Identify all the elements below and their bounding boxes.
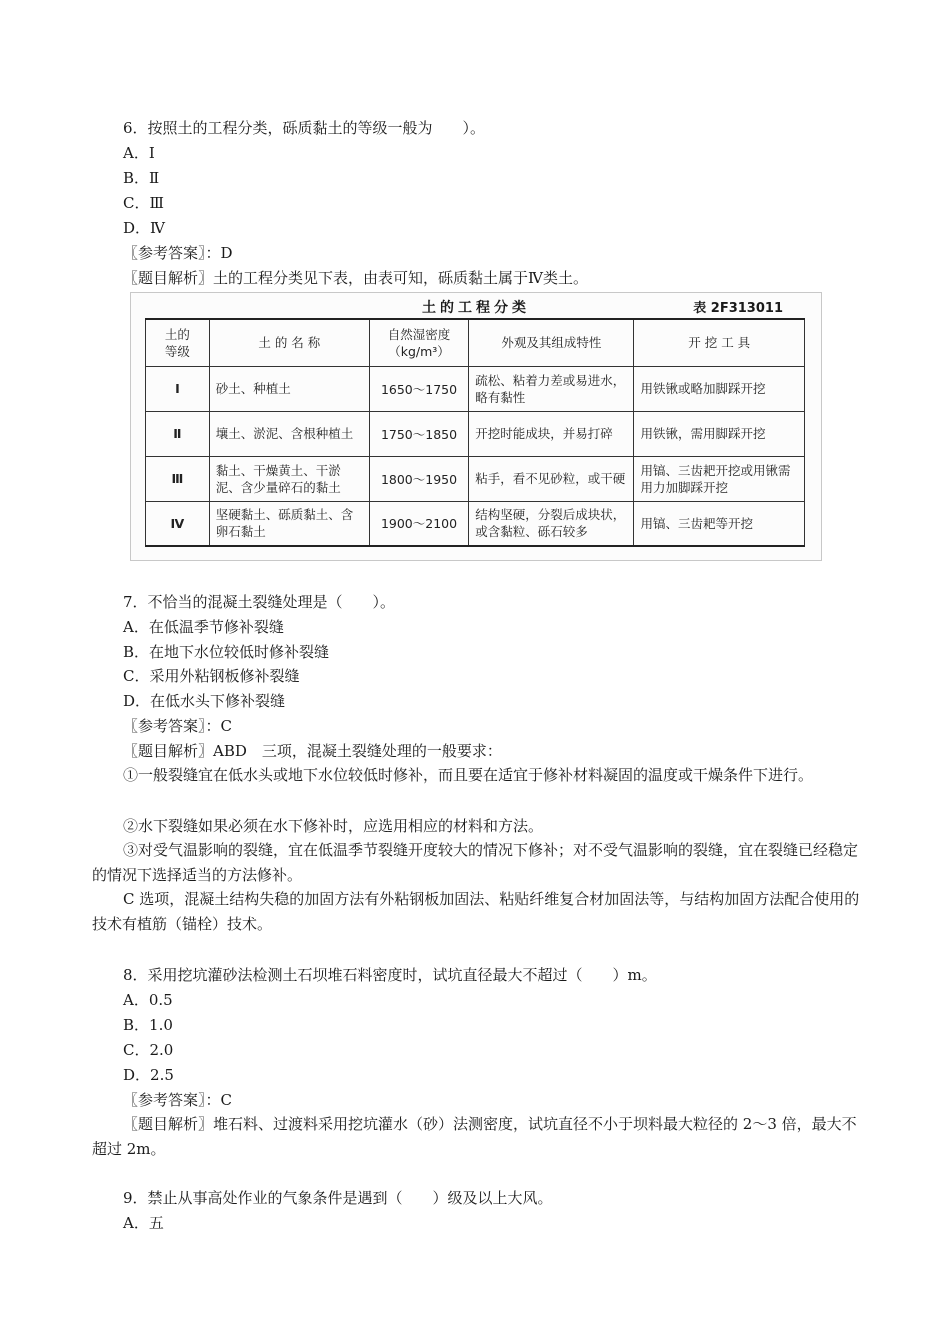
soil-classification-table	[145, 318, 805, 547]
q8-option-c: C．2.0	[123, 1041, 174, 1059]
q6-option-a: A．Ⅰ	[123, 144, 155, 162]
soil-classification-table-figure	[130, 292, 822, 561]
table-row	[146, 456, 805, 501]
q7-option-d: D．在低水头下修补裂缝	[123, 692, 286, 710]
q8-stem: 8．采用挖坑灌砂法检测土石坝堆石料密度时，试坑直径最大不超过（ ）m。	[123, 966, 657, 984]
q9-option-a: A．五	[123, 1214, 164, 1232]
cell-tools: 用铁锹，需用脚踩开挖	[634, 411, 805, 456]
cell-tools: 用镐、三齿耙等开挖	[634, 501, 805, 546]
q7-answer: 〖参考答案〗：C	[123, 717, 232, 735]
q6-stem: 6．按照土的工程分类，砾质黏土的等级一般为 ）。	[123, 119, 486, 137]
cell-features: 疏松、粘着力差或易进水，略有黏性	[469, 366, 634, 411]
q7-point-3: ③对受气温影响的裂缝，宜在低温季节裂缝开度较大的情况下修补；对不受气温影响的裂缝，宜在裂缝已经稳定的情况下选择适当的方法修补。	[92, 841, 859, 884]
cell-density: 1800～1950	[369, 456, 468, 501]
cell-tools: 用镐、三齿耙开挖或用锹需用力加脚踩开挖	[634, 456, 805, 501]
table-header-row	[146, 319, 805, 366]
cell-grade: Ⅳ	[146, 501, 210, 546]
q7-point-4: C 选项，混凝土结构失稳的加固方法有外粘钢板加固法、粘贴纤维复合材加固法等，与结构加固方法配合使用的技术有植筋（锚栓）技术。	[92, 890, 860, 933]
q7-stem: 7．不恰当的混凝土裂缝处理是（ ）。	[123, 593, 396, 611]
cell-features: 结构坚硬，分裂后成块状，或含黏粒、砾石较多	[469, 501, 634, 546]
q6-analysis: 〖题目解析〗土的工程分类见下表，由表可知，砾质黏土属于Ⅳ类土。	[123, 269, 588, 287]
table-title: 土的工程分类	[422, 300, 530, 316]
header-features: 外观及其组成特性	[469, 319, 634, 366]
cell-density: 1750～1850	[369, 411, 468, 456]
header-name: 土 的 名 称	[209, 319, 369, 366]
header-density: 自然湿密度 （kg/m³）	[369, 319, 468, 366]
table-code: 表 2F313011	[693, 301, 783, 316]
cell-features: 开挖时能成块，并易打碎	[469, 411, 634, 456]
cell-grade: Ⅰ	[146, 366, 210, 411]
cell-name: 黏土、干燥黄土、干淤泥、含少量碎石的黏土	[209, 456, 369, 501]
q8-option-d: D．2.5	[123, 1066, 174, 1084]
q7-analysis: 〖题目解析〗ABD 三项，混凝土裂缝处理的一般要求：	[123, 742, 502, 760]
q7-point-1: ①一般裂缝宜在低水头或地下水位较低时修补，而且要在适宜于修补材料凝固的温度或干燥条件下进行。	[123, 766, 814, 784]
cell-name: 坚硬黏土、砾质黏土、含卵石黏土	[209, 501, 369, 546]
cell-grade: Ⅱ	[146, 411, 210, 456]
q8-answer: 〖参考答案〗：C	[123, 1091, 232, 1109]
q9-stem: 9．禁止从事高处作业的气象条件是遇到（ ）级及以上大风。	[123, 1189, 553, 1207]
cell-grade: Ⅲ	[146, 456, 210, 501]
q8-analysis: 〖题目解析〗堆石料、过渡料采用挖坑灌水（砂）法测密度，试坑直径不小于坝料最大粒径的 2～3 倍，最大不超过 2m。	[92, 1115, 857, 1158]
table-row	[146, 411, 805, 456]
q8-option-b: B．1.0	[123, 1016, 173, 1034]
q7-option-b: B．在地下水位较低时修补裂缝	[123, 643, 330, 661]
table-row	[146, 501, 805, 546]
q6-option-c: C．Ⅲ	[123, 194, 164, 212]
header-grade: 土的 等级	[146, 319, 210, 366]
header-tools: 开 挖 工 具	[634, 319, 805, 366]
q8-option-a: A．0.5	[123, 991, 173, 1009]
cell-name: 壤土、淤泥、含根种植土	[209, 411, 369, 456]
q6-option-d: D．Ⅳ	[123, 219, 166, 237]
q6-option-b: B．Ⅱ	[123, 169, 160, 187]
cell-density: 1650～1750	[369, 366, 468, 411]
cell-density: 1900～2100	[369, 501, 468, 546]
cell-features: 粘手，看不见砂粒，或干硬	[469, 456, 634, 501]
q7-option-c: C．采用外粘钢板修补裂缝	[123, 667, 300, 685]
q7-point-2: ②水下裂缝如果必须在水下修补时，应选用相应的材料和方法。	[123, 817, 544, 835]
q6-answer: 〖参考答案〗：D	[123, 244, 233, 262]
cell-name: 砂土、种植土	[209, 366, 369, 411]
cell-tools: 用铁锹或略加脚踩开挖	[634, 366, 805, 411]
q7-option-a: A．在低温季节修补裂缝	[123, 618, 284, 636]
table-row	[146, 366, 805, 411]
